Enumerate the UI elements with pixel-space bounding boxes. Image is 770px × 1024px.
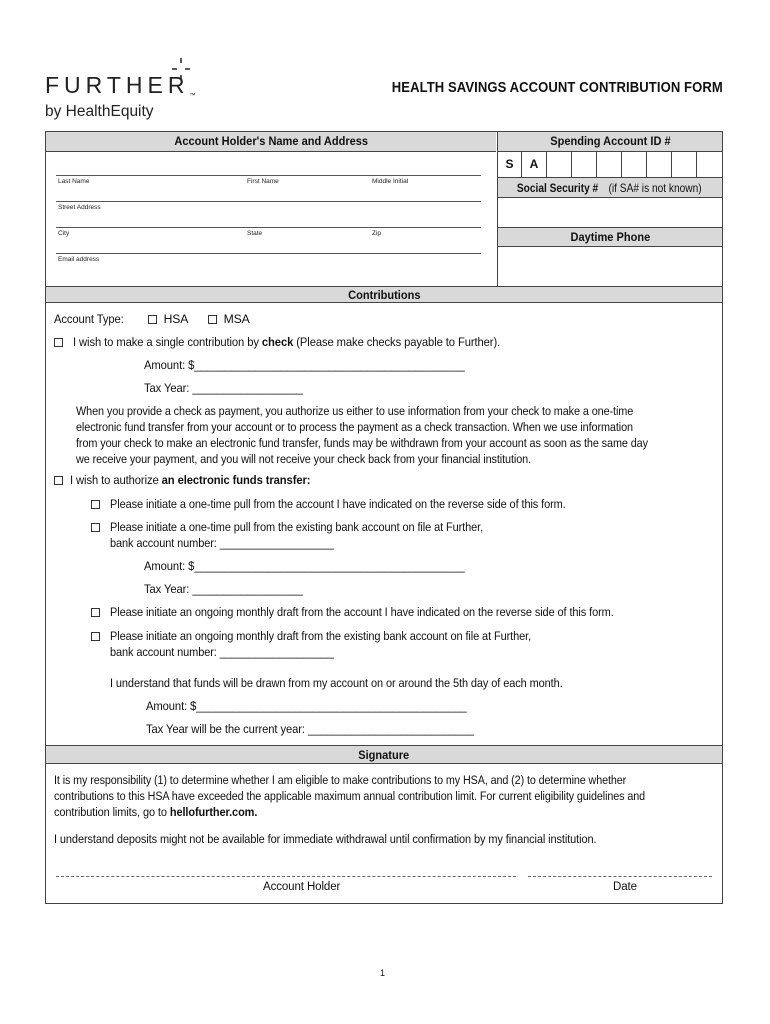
phone-field[interactable] — [498, 247, 722, 286]
msa-option[interactable] — [208, 311, 250, 327]
city-label: City — [58, 230, 70, 237]
signature-line-1: It is my responsibility (1) to determine whether I am eligible to make contributions to my HSA, and (2) to determine whether — [54, 773, 627, 787]
disclosure-line: electronic fund transfer from your account or to process the payment as a check transaction. When we use information — [76, 420, 633, 434]
tax-year-eft-monthly[interactable]: Tax Year will be the current year: ___________________________ — [146, 722, 474, 736]
hsa-option[interactable] — [148, 311, 188, 327]
logo-spark-icon — [170, 58, 192, 80]
middle-initial-label: Middle Initial — [372, 178, 409, 185]
deposit-note: I understand deposits might not be available for immediate withdrawal until confirmation by my financial institution. — [54, 832, 597, 846]
contributions-header: Contributions — [46, 286, 722, 303]
date-signature-line[interactable] — [528, 876, 712, 877]
id-cell-a: A — [522, 152, 547, 177]
first-name-label: First Name — [247, 178, 279, 185]
date-label: Date — [613, 881, 637, 893]
street-field[interactable] — [56, 188, 481, 202]
signature-header: Signature — [46, 745, 722, 764]
eft-option-1-checkbox[interactable] — [91, 500, 100, 509]
eft-checkbox[interactable] — [54, 476, 63, 485]
email-field[interactable] — [56, 240, 481, 254]
form-title: HEALTH SAVINGS ACCOUNT CONTRIBUTION FORM — [391, 80, 723, 96]
id-cell[interactable] — [572, 152, 597, 177]
eft-option-3-label: Please initiate an ongoing monthly draft from the account I have indicated on the reverse side of this form. — [109, 605, 614, 619]
zip-label: Zip — [372, 230, 382, 237]
id-cell[interactable] — [647, 152, 672, 177]
name-field[interactable] — [56, 161, 481, 176]
eft-option-4[interactable] — [91, 628, 578, 644]
email-label: Email address — [58, 256, 100, 263]
id-cell[interactable] — [672, 152, 697, 177]
amount-check[interactable]: Amount: $____________________________________________ — [144, 358, 465, 372]
msa-checkbox[interactable] — [208, 315, 217, 324]
check-text-post: (Please make checks payable to Further). — [293, 335, 500, 349]
signature-line-2: contributions to this HSA have exceeded the applicable maximum annual contribution limit. For current eligibility guidelines and — [54, 789, 646, 803]
trademark: ™ — [189, 93, 196, 99]
ssn-header — [498, 177, 722, 198]
spending-account-header: Spending Account ID # — [498, 132, 722, 152]
eft-option[interactable] — [54, 472, 331, 488]
check-text: I wish to make a single contribution by — [72, 335, 262, 349]
disclosure-line: When you provide a check as payment, you authorize us either to use information from your check to make a one-time — [76, 404, 634, 418]
msa-label: MSA — [223, 312, 250, 326]
ssn-note: (if SA# is not known) — [609, 181, 703, 195]
logo-wordmark: FURTHER™ — [45, 72, 196, 99]
account-type-row — [54, 311, 130, 327]
daytime-phone-header: Daytime Phone — [498, 227, 722, 247]
state-label: State — [247, 230, 263, 237]
eft-option-2-label: Please initiate a one-time pull from the existing bank account on file at Further, — [109, 520, 483, 534]
eft-option-2-checkbox[interactable] — [91, 523, 100, 532]
id-cell-s: S — [498, 152, 522, 177]
id-cell[interactable] — [547, 152, 572, 177]
eft-option-4-checkbox[interactable] — [91, 632, 100, 641]
logo-subtitle: by HealthEquity — [45, 103, 154, 120]
bank-account-number-2[interactable]: bank account number: ___________________ — [110, 645, 334, 659]
monthly-draft-note: I understand that funds will be drawn from my account on or around the 5th day of each month. — [110, 676, 563, 690]
check-disclosure — [76, 403, 756, 467]
eft-bold: an electronic funds transfer: — [161, 473, 310, 487]
eft-option-4-label: Please initiate an ongoing monthly draft from the existing bank account on file at Further, — [109, 629, 531, 643]
hellofurther-link[interactable]: hellofurther.com. — [169, 805, 258, 819]
id-cell[interactable] — [622, 152, 647, 177]
ssn-label: Social Security # — [517, 181, 599, 195]
eft-option-1[interactable] — [91, 496, 616, 512]
city-field[interactable] — [56, 214, 481, 228]
hsa-checkbox[interactable] — [148, 315, 157, 324]
bank-account-number-1[interactable]: bank account number: ___________________ — [110, 536, 334, 550]
eft-option-2[interactable] — [91, 519, 524, 535]
amount-eft-once[interactable]: Amount: $____________________________________________ — [144, 559, 465, 573]
signature-disclosure — [54, 772, 754, 820]
check-option[interactable] — [54, 334, 537, 350]
account-holder-signature-line[interactable] — [56, 876, 516, 877]
tax-year-check[interactable]: Tax Year: __________________ — [144, 381, 303, 395]
last-name-label: Last Name — [58, 178, 90, 185]
eft-option-3[interactable] — [91, 604, 670, 620]
hsa-label: HSA — [163, 312, 189, 326]
eft-option-3-checkbox[interactable] — [91, 608, 100, 617]
check-checkbox[interactable] — [54, 338, 63, 347]
amount-eft-monthly[interactable]: Amount: $____________________________________________ — [146, 699, 467, 713]
page-number: 1 — [380, 968, 386, 978]
tax-year-eft-once[interactable]: Tax Year: __________________ — [144, 582, 303, 596]
ssn-field[interactable] — [498, 198, 722, 227]
street-label: Street Address — [58, 204, 101, 211]
id-cell[interactable] — [597, 152, 622, 177]
id-cell[interactable] — [697, 152, 722, 177]
eft-text: I wish to authorize — [69, 473, 162, 487]
spending-id-cells[interactable] — [498, 152, 722, 177]
account-holder-header: Account Holder's Name and Address — [46, 132, 496, 152]
signature-line-3: contribution limits, go to — [54, 805, 170, 819]
account-holder-label: Account Holder — [263, 881, 341, 893]
disclosure-line: we receive your payment, and you will not receive your check back from your financial institution. — [76, 452, 532, 466]
disclosure-line: from your check to make an electronic fund transfer, funds may be withdrawn from your account as soon as the same day — [76, 436, 648, 450]
account-type-label: Account Type: — [54, 312, 124, 326]
eft-option-1-label: Please initiate a one-time pull from the account I have indicated on the reverse side of this form. — [109, 497, 566, 511]
check-bold: check — [261, 335, 294, 349]
